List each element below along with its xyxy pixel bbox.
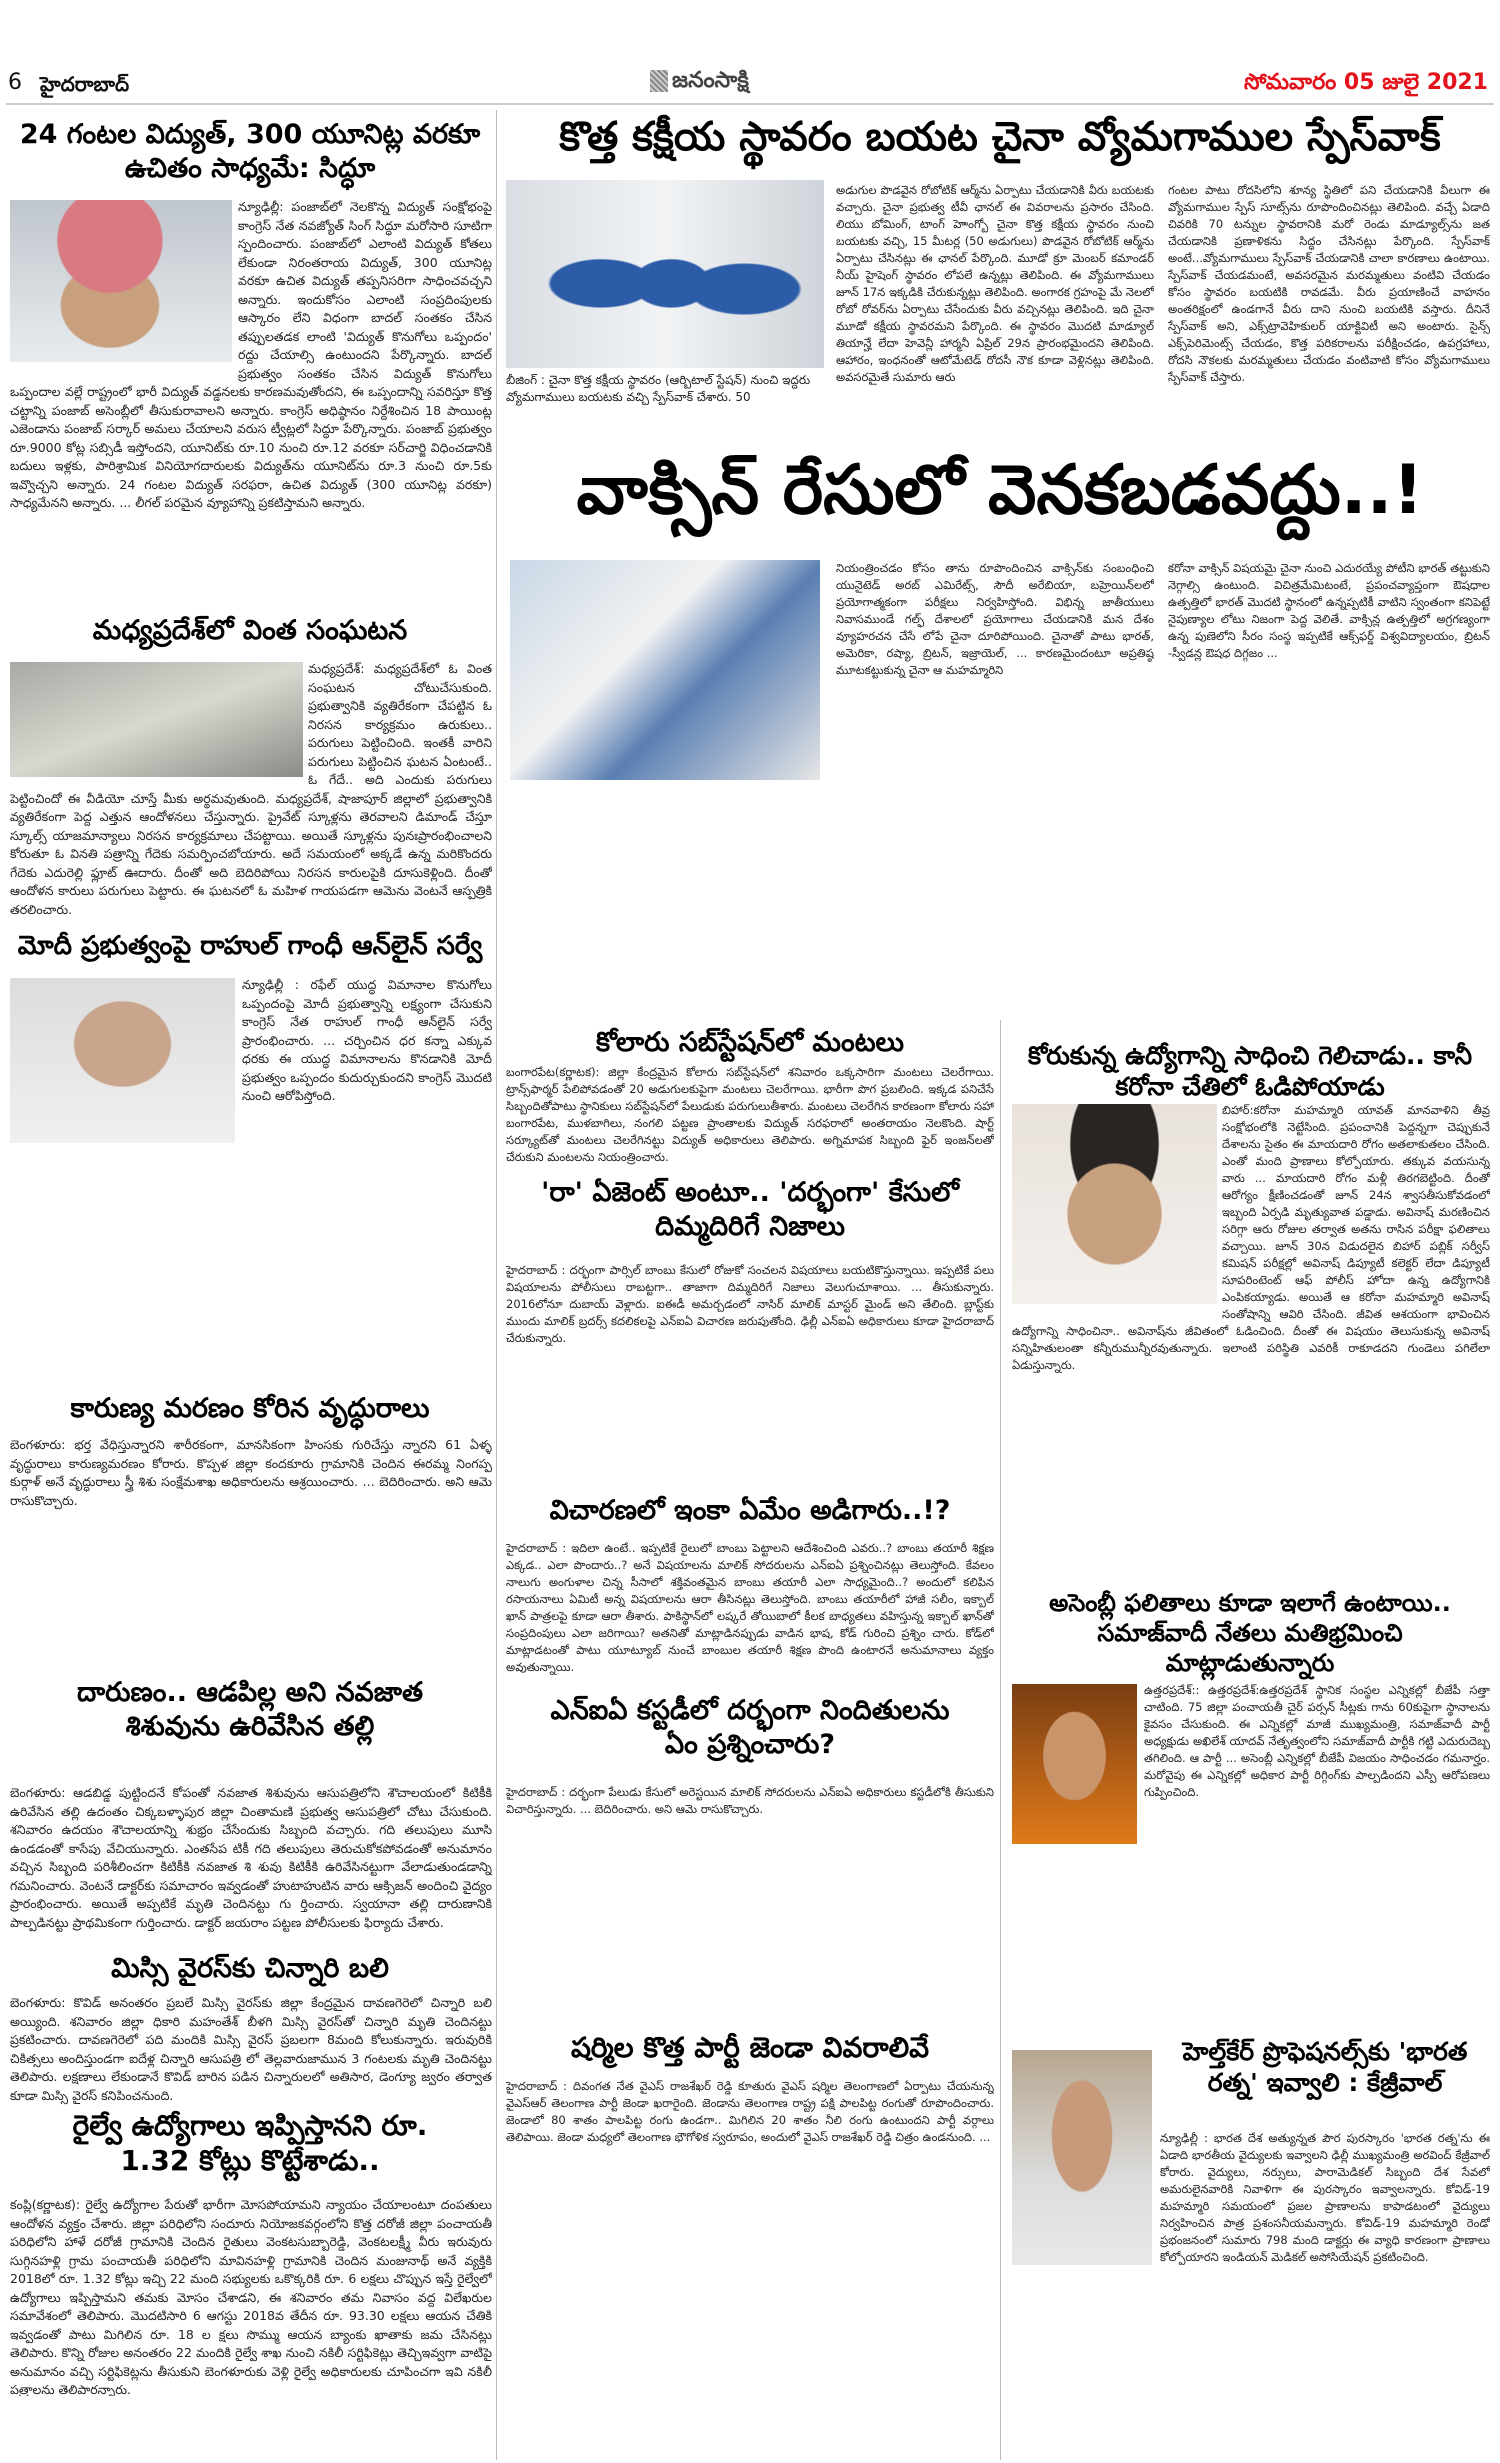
article-body-avinash: [1012, 1102, 1490, 1572]
article-body-railway: కంప్లి(కర్ణాటక): రైల్వే ఉద్యోగాల పేరుతో భారీగా మోసపోయామని న్యాయం చేయాలంటూ దంపతులు ఆందోళన వ్యక్తం చేశారు. జిల్లా పరిధిలోని సందూరు నియోజకవర్గంలోని కొత్త దరోజీ జిల్లా పంచాయతీ పరిధిలోని హాళే దరోజీ గ్రామానికి చెందిన రైతులు వెంకటసుబ్బారెడ్డి, వెంకటలక్ష్మీ వీరు ఇరువురు సుగ్గినహళ్లి గ్రామ పంచాయతీ పరిధిలోని మావినహళ్లి గ్రామానికి చెందిన మంజునాథ్ అనే వ్యక్తికి 2018లో రూ. 1.32 కోట్లు ఇచ్చి 22 మంది సభ్యులకు ఒకొక్కరికి రూ. 6 లక్షలు చొప్పున ఇస్తే రైల్వేలో ఉద్యోగాలు ఇప్పిస్తామని తమకు మోసం చేశాడని, ఈ శనివారం తమ నివాసం వద్ద విలేఖరుల సమావేశంలో తెలిపారు. మొదటిసారి 6 ఆగస్టు 2018వ తేదీన రూ. 93.30 లక్షలు ఆయన చేతికి ఇవ్వడంతో పాటు మిగిలిన రూ. 18 ల క్షలు సొమ్ము ఆయన బ్యాంకు ఖాతాకు జమ చేసినట్లు తెలిపారు. కొన్ని రోజుల అనంతరం 22 మందికి రైల్వే శాఖ నుంచి నకిలీ సర్టిఫికెట్లు తెచ్చిఇవ్వగా వాటిపై అనుమానం వచ్చి సర్టిఫికెట్లను తీసుకుని బెంగళూరుకు వెళ్లి రైల్వే అధికారులకు చూపించగా ఇవి నకిలీ పత్రాలను తెలిపారన్నారు.: [10, 2197, 492, 2396]
headline-vaccine: వాక్సిన్ రేసులో వెనకబడవద్దు..!: [576, 451, 1424, 530]
page-number: 6: [8, 70, 22, 95]
headline-raw: 'రా' ఏజెంట్ అంటూ.. 'దర్భంగా' కేసులో దిమ్మదిరిగే నిజాలు: [541, 1177, 959, 1242]
body-text: మధ్యప్రదేశ్: మధ్యప్రదేశ్‌లో ఓ వింత సంఘటన చోటుచేసుకుంది. ప్రభుత్వానికి వ్యతిరేకంగా చేపట్టిన ఓ నిరసన కార్యక్రమం ఉరుకులు.. పరుగులు పెట్టించింది. ఇంతకీ వారిని పరుగులు పెట్టించిన ఘటన ఏంటంటే.. ఓ గేదే.. అది ఎందుకు పరుగులు పెట్టించిందో ఈ వీడియో చూస్తే మీకు అర్థమవుతుంది. మధ్యప్రదేశ్, షాజాపూర్ జిల్లాలో ప్రభుత్వానికి వ్యతిరేకంగా పెద్ద ఎత్తున ఆందోళనలు చేస్తున్నారు. ప్రైవేట్ స్కూళ్లను తెరవాలని డిమాండ్ చేస్తూ స్కూల్స్ యాజమాన్యాలు నిరసన కార్యక్రమాలు చేపట్టాయి. అయితే స్కూళ్లను పునఃప్రారంభించాలని కోరుతూ ఓ వినతి పత్రాన్ని గేదెకు సమర్పించబోయారు. అదే సమయంలో అక్కడే ఉన్న మరికొందరు గేదెకు ఎదురెల్లి ఫ్లూట్ ఊదారు. దీంతో అది బెదిరిపోయి నిరసన కారులపైకి దూసుకెళ్లింది. దీంతో ఆందోళన కారులు పరుగులు పెట్టారు. ఈ ఘటనలో ఓ మహిళ గాయపడగా ఆమెను వెంటనే ఆస్పత్రికి తరలించారు.: [10, 661, 492, 917]
kejriwal-photo: [1012, 2050, 1152, 2265]
article-body-spacewalk-col2: గంటల పాటు రోదసిలోని శూన్య స్థితిలో పని చేయడానికి వీలుగా ఈ వ్యోమగాముల స్పేస్ సూట్స్‌ను రూపొందించినట్లు తెలిపింది. వచ్చే ఏడాది చివరికి 70 టన్నుల స్థావరానికి మరో రెండు మాడ్యూల్స్‌ను జత చేయడానికి ప్రణాళికను సిద్ధం చేసినట్లు పేర్కొంది. స్పేస్‌వాక్ అంటే...వ్యోమగాములు స్పేస్‌వాక్ చేయడానికి చాలా కారణాలు ఉంటాయి. స్పేస్‌వాక్ చేయడమంటే, అవసరమైన మరమ్మతులు వంటివి చేయడం కోసం స్థావరం బయటికి రావడమే. వీరు ప్రయాణించే వాహనం అంతరిక్షంలో ఉండగానే వీరు దాని నుంచి బయటికి వస్తారు. దీనినే స్పేస్‌వాక్ అని, ఎక్స్‌ట్రావెహికులర్ యాక్టివిటీ అని అంటారు. సైన్స్ ఎక్స్‌పెరిమెంట్స్ చేయడం, కొత్త పరికరాలను పరీక్షించడం, ఉపగ్రహాలు, రోదసి నౌకలకు మరమ్మతులు చేయడం వంటివాటి కోసం వ్యోమగాములు స్పేస్‌వాక్ చేస్తారు.: [1168, 183, 1490, 384]
headline-kolar: కోలారు సబ్‌స్టేషన్‌లో మంటలు: [595, 1027, 905, 1058]
article-body-missi: బెంగళూరు: కొవిడ్ అనంతరం ప్రబలే మిస్సి వైరస్‌కు జిల్లా కేంద్రమైన దావణగెరెలో చిన్నారి బలి అయ్యింది. శనివారం జిల్లా ధికారి మహంతేశ్ బీళగి మిస్సి వైరస్‌తో చిన్నారి మృతి చెందినట్టు ప్రకటించారు. దావణగెరెలో పది మందికి మిస్సి వైరస్ ప్రబలగా 8మంది కోలుకున్నారు. ఇరువురికి చికిత్సలు అందిస్తుండగా ఐదేళ్ల చిన్నారి ఆసుపత్రి లో తెల్లవారుజామున 3 గంటలకు మృతి చెందినట్టు తెలిపారు. లక్షణాలు లేకుండానే కొవిడ్ బారిన పడిన చిన్నారులలో అతిసార, డెంగ్యూ జ్వరం తర్వాత కూడా మిస్సి వైరస్ కనిపించనుంది.: [10, 1995, 492, 2103]
headline-mp: మధ్యప్రదేశ్‌లో వింత సంఘటన: [92, 615, 408, 646]
column-divider: [496, 110, 497, 2460]
article-body-vaccine-col1: నియంత్రించడం కోసం తాను రూపొందించిన వాక్సిన్‌కు సంబంధించి యునైటెడ్ అరబ్ ఎమిరేట్స్, సౌదీ అరేబియా, బహ్రెయిన్‌లలో ప్రయోగాత్మకంగా పరీక్షలు నిర్వహిస్తోంది. విభిన్న జాతీయులు నివాసముండే గల్ఫ్ దేశాలలో ప్రయోగాలు చేయడానికి మన దేశం వ్యూహరచన చేసే లోపే చైనా దూరిపోయింది. చైనాతో పాటు భారత్, అమెరికా, రష్యా, బ్రిటన్, ఇజ్రాయెల్, ... కారణమైందంటూ అప్రతిష్ఠ మూటకట్టుకున్న చైనా ఆ మహమ్మారిని: [836, 561, 1154, 677]
article-body-yogi: [1012, 1682, 1490, 2032]
body-text: ఉత్తరప్రదేశ్:: ఉత్తరప్రదేశ్:ఉత్తరప్రదేశ్ స్థానిక సంస్థల ఎన్నికల్లో బీజేపీ సత్తా చాటింది. 75 జిల్లా పంచాయతీ చైర్ పర్సన్ సీట్లకు గాను 60కుపైగా స్థానాలను కైవసం చేసుకుంది. ఈ ఎన్నికల్లో మాజీ ముఖ్యమంత్రి, సమాజ్‌వాదీ పార్టీ అధ్యక్షుడు అఖిలేశ్ యాదవ్ నేతృత్వంలోని సమాజ్‌వాదీ పార్టీకి గట్టి ఎదురుదెబ్బ తగిలింది. ఆ పార్టీ ... అసెంబ్లీ ఎన్నికల్లో బీజేపీ విజయం సాధించడం గమనార్హం. మరోవైపు ఈ ఎన్నికల్లో అధికార పార్టీ రిగ్గింగ్‌కు పాల్పడిందని ఎస్పీ ఆరోపణలు గుప్పించింది.: [1144, 1683, 1490, 1799]
headline-sharmila: షర్మిల కొత్త పార్టీ జెండా వివరాలివే: [570, 2031, 930, 2064]
headline-avinash: కోరుకున్న ఉద్యోగాన్ని సాధించి గెలిచాడు.. కానీ కరోనా చేతిలో ఓడిపోయాడు: [1027, 1041, 1472, 1102]
paper-name: జనంసాక్షి: [672, 68, 749, 93]
column-divider: [1000, 1020, 1001, 2460]
float-spacer: [10, 976, 242, 1146]
article-body-infant: బెంగళూరు: ఆడబిడ్డ పుట్టిందనే కోపంతో నవజాత శిశువును ఆసుపత్రిలోని శౌచాలయంలో కిటికీకి ఉరివేసిన తల్లి ఉదంతం చిక్కబళ్ళాపుర జిల్లా చింతామణి ప్రభుత్వ ఆసుపత్రిలో చోటు చేసుకుంది. శనివారం ఉదయం శౌచాలయాన్ని శుభ్రం చేసేందుకు సిబ్బంది వచ్చారు. గది తలుపులు మూసి ఉండడంతో కాసేపు వేచియున్నారు. ఎంతసేప టికీ గది తలుపులు తెరుచుకోకపోవడంతో అనుమానం వచ్చిన సిబ్బంది పరిశీలించగా కిటికీకి నవజాత శి శువు కిటికీకి ఉరివేసినట్టుగా వేలాడుతుండడాన్ని గమనించారు. వెంటనే డాక్టర్‌కు సమాచారం ఇవ్వడంతో హుటాహుటిన వారు ఆక్సిజన్ అందించి వైద్యం ప్రారంభించారు. అయితే అప్పటికే మృతి చెందినట్టు గు ర్తించారు. స్వయానా తల్లి దారుణానికి పాల్పడినట్టు ప్రాథమికంగా గుర్తించారు. డాక్టర్ జయరాం పట్టణ పోలీసులకు ఫిర్యాదు చేశారు.: [10, 1785, 492, 1930]
headline-vicharana: విచారణలో ఇంకా ఏమేం అడిగారు..!?: [549, 1495, 951, 1526]
headline-karunya: కారుణ్య మరణం కోరిన వృద్ధురాలు: [70, 1393, 430, 1424]
logo-mark-icon: [650, 70, 668, 92]
headline-spacewalk: కొత్త కక్షీయ స్థావరం బయట చైనా వ్యోమగాముల స్పేస్‌వాక్: [559, 114, 1441, 160]
article-body-mp: [10, 660, 492, 922]
article-body-raw: హైదరాబాద్ : దర్భంగా పార్సిల్ బాంబు కేసులో రోజుకో సంచలన విషయాలు బయటికొస్తున్నాయి. ఇప్పటికే పలు విషయాలను పోలీసులు రాబట్టగా.. తాజాగా దిమ్మదిరిగే నిజాలు వెలుగుచూశాయి. ... తీసుకున్నారు. 2016లోనూ దుబాయ్ వెళ్లారు. ఐఈడీ అమర్చడంలో నాసిర్ మాలిక్ మాస్టర్ మైండ్ అని తేలింది. బ్లాస్ట్‌కు ముందు మాలిక్ బ్రదర్స్ కదలికలపై ఎన్ఐఏ విచారణ జరుపుతోంది. ఢిల్లీ ఎన్ఐఏ అధికారులు కూడా హైదరాబాద్ చేరుకున్నారు.: [506, 1263, 994, 1345]
astronauts-photo: [506, 180, 824, 368]
headline-rahul: మోదీ ప్రభుత్వంపై రాహుల్ గాంధీ ఆన్‌లైన్ సర్వే: [17, 931, 483, 961]
headline-yogi: అసెంబ్లీ ఫలితాలు కూడా ఇలాగే ఉంటాయి.. సమాజ్‌వాదీ నేతలు మతిభ్రమించి మాట్లాడుతున్నారు: [1049, 1589, 1451, 1677]
city-label: హైదరాబాద్: [40, 72, 130, 96]
issue-date: సోమవారం 05 జులై 2021: [1244, 70, 1488, 95]
float-spacer: [1012, 1682, 1144, 1848]
article-body-vaccine-intro: [510, 785, 820, 1007]
float-spacer: [10, 198, 238, 366]
article-body-kolar: బంగారపేట(కర్ణాటక): జిల్లా కేంద్రమైన కోలారు సబ్‌స్టేషన్‌లో శనివారం ఒక్కసారిగా మంటలు చెలరేగాయి. ట్రాన్స్‌ఫార్మర్ పేలిపోవడంతో 20 అడుగులకుపైగా మంటలు చెలరేగాయి. భారీగా పొగ ప్రబలింది. ఇక్కడ పనిచేసే సిబ్బందితోపాటు స్థానికులు సబ్‌స్టేషన్‌లో పేలుడుకు పరుగులుతీశారు. మంటలు చెలరేగిన కారణంగా కోలారు సహా బంగారపేట, ముళబాగిలు, నంగలి పట్టణ ప్రాంతాలకు విద్యుత్ సరఫరాలో అంతరాయం నెలకొంది. షార్ట్ సర్క్యూట్‌తో మంటలు చెలరేగినట్టు విద్యుత్ అధికారులు తెలిపారు. అగ్నిమాపక సిబ్బంది ఫైర్ ఇంజన్‌లతో చేరుకుని మంటలను నియంత్రించారు.: [506, 1065, 994, 1164]
article-body-nia: హైదరాబాద్ : దర్భంగా పేలుడు కేసులో అరెస్టయిన మాలిక్ సోదరులను ఎన్ఐఏ అధికారులు కస్టడీలోకి తీసుకుని విచారిస్తున్నారు. ... బెదిరించారు. అని ఆమె రాసుకొచ్చారు.: [506, 1785, 994, 1816]
newspaper-logo: [650, 68, 749, 98]
headline-kejriwal: హెల్త్‌కేర్ ప్రొఫెషనల్స్‌కు 'భారత రత్న' ఇవ్వాలి : కేజ్రీవాల్: [1182, 2037, 1468, 2098]
headline-railway: రైల్వే ఉద్యోగాలు ఇప్పిస్తానని రూ. 1.32 కోట్లు కొట్టేశాడు..: [72, 2109, 428, 2177]
vaccine-photo: [510, 560, 820, 780]
body-text: న్యూఢిల్లీ: పంజాబ్‌లో నెలకొన్న విద్యుత్ సంక్షోభంపై కాంగ్రెస్ నేత నవజ్యోత్ సింగ్ సిద్ధూ మరోసారి సూటిగా స్పందించారు. పంజాబ్‌లో ఎలాంటి విద్యుత్ కోతలు లేకుండా నిరంతరాయ విద్యుత్, 300 యూనిట్ల వరకూ ఉచిత విద్యుత్ తప్పనిసరిగా సాధించవచ్చని అన్నారు. ఇందుకోసం ఎలాంటి సంప్రదింపులకు ఆస్కారం లేని విధంగా బాదల్ సంతకం చేసిన తప్పులతడక లాంటి 'విద్యుత్ కొనుగోలు ఒప్పందం' రద్దు చేయాల్సి ఉంటుందని పేర్కొన్నారు. బాదల్ ప్రభుత్వం సంతకం చేసిన విద్యుత్ కొనుగోలు ఒప్పందాల వల్లే రాష్ట్రంలో భారీ విద్యుత్ వడ్డనలకు కారణమవుతోందని, ఈ ఒప్పందాన్ని సవరిస్తూ కొత్త చట్టాన్ని పంజాబ్ అసెంబ్లీలో తీసుకురావాలని అన్నారు. కాంగ్రెస్ అధిష్ఠానం నిర్దేశించిన 18 పాయింట్ల ఎజెండాను పంజాబ్ సర్కార్ అమలు చేయాలని వరుస ట్వీట్లలో సిద్ధూ పేర్కొన్నారు. పంజాబ్ ప్రభుత్వం రూ.9000 కోట్ల సబ్సిడీ ఇస్తోందని, యూనిట్‌కు రూ.10 నుంచి రూ.12 వరకూ సర్‌చార్జి విధించడానికి బదులు ఇళ్లకు, పారిశ్రామిక వినియోగదారులకు విద్యుత్‌ను యూనిట్‌ను రూ.3 నుంచి రూ.5కు ఇవ్వొచ్చని అన్నారు. 24 గంటల విద్యుత్ సరఫరా, ఉచిత విద్యుత్ (300 యూనిట్ల వరకూ) సాధ్యమేనని అన్నారు. ... లీగల్ పరమైన వ్యూహాన్ని ప్రకటిస్తామని అన్నారు.: [10, 199, 492, 510]
article-body-vaccine-col2: కరోనా వాక్సిన్ విషయమై చైనా నుంచి ఎదురయ్యే పోటీని భారత్ తట్టుకుని నెగ్గాల్సి ఉంటుంది. విచిత్రమేమిటంటే, ప్రపంచవ్యాప్తంగా ఔషధాల ఉత్పత్తిలో భారత్ మొదటి స్థానంలో ఉన్నప్పటికీ వాటిని స్వంతంగా కనిపెట్టే నైపుణ్యాల లోటు నిజంగా పెద్ద వెలితే. వాక్సిన్ల ఉత్పత్తిలో అగ్రగణ్యంగా ఉన్న పుణెలోని సీరం సంస్థ ఇప్పటికే ఆక్స్‌ఫర్డ్ విశ్వవిద్యాలయం, బ్రిటన్ -స్వీడన్ల ఔషధ దిగ్గజం ...: [1168, 561, 1490, 660]
headline-siddhu: 24 గంటల విద్యుత్, 300 యూనిట్ల వరకూ ఉచితం సాధ్యమే: సిద్ధూ: [19, 119, 481, 184]
headline-missi: మిస్సి వైరస్‌కు చిన్నారి బలి: [111, 1953, 389, 1984]
header-divider: [6, 103, 1494, 105]
body-text: న్యూఢిల్లీ : రఫేల్ యుద్ధ విమానాల కొనుగోలు ఒప్పందంపై మోదీ ప్రభుత్వాన్ని లక్ష్యంగా చేసుకుని కాంగ్రెస్ నేత రాహుల్ గాంధీ ఆన్‌లైన్ సర్వే ప్రారంభించారు. ... చర్చించిన ధర కన్నా ఎక్కువ ధరకు ఈ యుద్ధ విమానాలను కొనడానికి మోదీ ప్రభుత్వం ఒప్పందం కుదుర్చుకుందని కాంగ్రెస్ మొదటి నుంచి ఆరోపిస్తోంది.: [242, 977, 492, 1103]
float-spacer: [1012, 1102, 1222, 1308]
article-body-spacewalk-col1: అడుగుల పొడవైన రోబోటిక్ ఆర్మ్‌ను ఏర్పాటు చేయడానికి వీరు బయటకు వచ్చారు. చైనా ప్రభుత్వ టీవీ ఛానల్ ఈ వివరాలను ప్రసారం చేసింది. లియు బోమింగ్, టాంగ్ హెాంగ్బో చైనా కొత్త కక్షీయ స్థావరం నుంచి బయటకు వచ్చి, 15 మీటర్ల (50 అడుగులు) పొడవైన రోబోటిక్ ఆర్మ్‌ను ఏర్పాటు చేసినట్లు ఈ ఛానల్ పేర్కొంది. మూడో క్రూ మెంబర్ కమాండర్ నీయ్ హైషెంగ్ స్థావరం లోపలే ఉన్నట్లు తెలిపింది. ఈ వ్యోమగాములు జూన్ 17న ఇక్కడికి చేరుకున్నట్లు తెలిపింది. అంగారక గ్రహంపై మే నెలలో రోబో రోవర్‌ను ఏర్పాటు చేసేందుకు వీరు వచ్చినట్లు తెలిపింది. ఇది చైనా మూడో కక్షీయ స్థావరమని పేర్కొంది. ఈ స్థావరం మొదటి మాడ్యూల్ తియాన్హే లేదా హెవెన్లీ హార్మనీ ఏప్రిల్ 29న ప్రారంభమైందని తెలిపింది. ఆహారం, ఇంధనంతో ఆటోమేటెడ్ రోదసీ నౌక కూడా వెళ్లినట్లు తెలిపింది. అవసరమైతే సుమారు ఆరు: [836, 183, 1154, 384]
article-body-vicharana: హైదరాబాద్ : ఇదిలా ఉంటే.. ఇప్పటికే రైలులో బాంబు పెట్టాలని ఆదేశించింది ఎవరు..? బాంబు తయారీ శిక్షణ ఎక్కడ.. ఎలా పొందారు..? అనే విషయాలను మాలిక్ సోదరులను ఎన్ఐఏ ప్రశ్నించినట్లు తెలుస్తోంది. కేవలం నాలుగు అంగుళాల చిన్న సీసాలో శక్తివంతమైన బాంబు తయారీ ఎలా సాధ్యమైంది..? అందులో కలిపిన రసాయనాలు ఏమిటీ అన్న విషయాలను ఆరా తీసినట్లు తెలుస్తోంది. బాంబు తయారీలో హాజీ సలీం, ఇక్బాల్ ఖాన్ పాత్రలపై కూడా ఆరా తీశారు. పాకిస్థాన్‌లో లష్కరే తోయిబాలో కీలక బాధ్యతలు వహిస్తున్న ఇక్బాల్ ఖాన్‌తో సంప్రదింపులు ఎలా జరిగాయి? అతనితో మాట్లాడినప్పుడు వాడిన భాష, కోడ్ గురించి ప్రశ్నిం చారు. కోడ్‌లో మాట్లాడటంతో పాటు యూట్యూబ్ నుంచే బాంబుల తయారీ శిక్షణ పొంది ఉంటారనే అనుమానాలు వ్యక్తం అవుతున్నాయి.: [506, 1541, 994, 1674]
photo-caption: బీజింగ్ : చైనా కొత్త కక్షీయ స్థావరం (ఆర్బిటాల్ స్టేషన్) నుంచి ఇద్దరు వ్యోమగాములు బయటకు వచ్చి స్పేస్‌వాక్ చేశారు. 50: [506, 373, 811, 404]
body-text: బిహార్:కరోనా మహమ్మారి యావత్ మానవాళిని తీవ్ర సంక్షోభంలోకి నెట్టేసింది. ప్రపంచానికి పెద్దన్నగా చెప్పుకునే దేశాలను సైతం ఈ మాయదారి రోగం అతలాకుతలం చేసింది. ఎంతో మంది ప్రాణాలు కోల్పోయారు. తక్కువ వయసున్న వారు ... మాయదారి రోగం మళ్లీ తిరగబెట్టింది. దీంతో ఆరోగ్యం క్షీణించడంతో జూన్ 24న శ్వాసతీసుకోవడంలో ఇబ్బంది ఏర్పడి మృత్యువాత పడ్డాడు. అవినాష్ మరణించిన సరిగ్గా ఆరు రోజుల తర్వాత అతను రాసిన పరీక్షా ఫలితాలు వచ్చాయి. జూన్ 30న విడుదలైన బిహార్ పబ్లిక్ సర్వీస్ కమిషన్ పరీక్షల్లో అవినాష్ డిప్యూటీ కలెక్టర్ లేదా డిప్యూటీ సూపరింటెంట్ ఆఫ్ పోలీస్ హోదా ఉన్న ఉద్యోగానికి ఎంపికయ్యాడు. అయితే ఆ కరోనా మహమ్మారి అవినాష్ సంతోషాన్ని ఆవిరి చేసింది. జీవిత ఆశయంగా భావించిన ఉద్యోగాన్ని సాధించినా.. అవినాష్‌ను జీవితంలో ఓడించింది. దీంతో ఈ విషయం తెలుసుకున్న అవినాష్ సన్నిహితులంతా కన్నీరుమున్నీరవుతున్నారు. ఇలాంటి పరిస్థితి ఎవరికీ రాకూడదని గుండెలు పగిలేలా ఏడుస్తున్నారు.: [1012, 1103, 1490, 1372]
headline-infant: దారుణం.. ఆడపిల్ల అని నవజాత శిశువును ఉరివేసిన తల్లి: [77, 1677, 423, 1742]
article-body-kejriwal: న్యూఢిల్లీ : భారత దేశ అత్యున్నత పౌర పురస్కారం 'భారత రత్న'ను ఈ ఏడాది భారతీయ వైద్యులకు ఇవ్వాలని ఢిల్లీ ముఖ్యమంత్రి అరవింద్ కేజ్రీవాల్ కోరారు. వైద్యులు, నర్సులు, పారామెడికల్ సిబ్బంది దేశ సేవలో అమరులైనవారికి నివాళిగా ఈ పురస్కారం ఇవ్వాలన్నారు. కోవిడ్-19 మహమ్మారి సమయంలో ప్రజల ప్రాణాలను కాపాడటంలో వైద్యులు నిర్వహించిన పాత్ర ప్రశంసనీయమన్నారు. కోవిడ్-19 మహమ్మారి రెండో ప్రభంజనంలో సుమారు 798 మంది డాక్టర్లు ఈ వ్యాధి కారణంగా ప్రాణాలు కోల్పోయారని ఇండియన్ మెడికల్ అసోసియేషన్ ప్రకటించింది.: [1160, 2131, 1490, 2264]
article-body-karunya: బెంగళూరు: భర్త వేధిస్తున్నారని శారీరకంగా, మానసికంగా హింసకు గురిచేస్తు న్నారని 61 ఏళ్ళ వృద్ధురాలు కారుణ్యమరణం కోరారు. కొప్పళ జిల్లా కందకూరు గ్రామానికి చెందిన ఈరమ్మ నింగప్ప కుర్గాళ్ అనే వృద్ధురాలు స్త్రీ శిశు సంక్షేమశాఖ అధికారులను ఆశ్రయించారు. ... బెదిరించారు. అని ఆమె రాసుకొచ్చారు.: [10, 1437, 492, 1508]
float-spacer: [10, 660, 308, 778]
article-body-rahul: [10, 976, 492, 1388]
headline-nia: ఎన్ఐఏ కస్టడీలో దర్భంగా నిందితులను ఏం ప్రశ్నించారు?: [550, 1695, 950, 1760]
article-body-siddhu: [10, 198, 492, 610]
article-body-sharmila: హైదరాబాద్ : దివంగత నేత వైఎస్ రాజశేఖర్ రెడ్డి కూతురు వైఎస్ షర్మిల తెలంగాణలో ఏర్పాటు చేయనున్న వైఎస్ఆర్ తెలంగాణ పార్టీ జెండా ఖరారైంది. జెండాను తెలంగాణ రాష్ట్ర పక్షి పాలపిట్ట రంగుతో రూపొందించారు. జెండాలో 80 శాతం పాలపిట్ట రంగు ఉండగా.. మిగిలిన 20 శాతం నీలి రంగు ఉంటుందని పార్టీ వర్గాలు తెలిపాయి. జెండా మధ్యలో తెలంగాణ భౌగోళిక స్వరూపం, అందులో వైఎస్ రాజశేఖర్ రెడ్డి చిత్రం ఉండనుంది. ...: [506, 2079, 994, 2144]
